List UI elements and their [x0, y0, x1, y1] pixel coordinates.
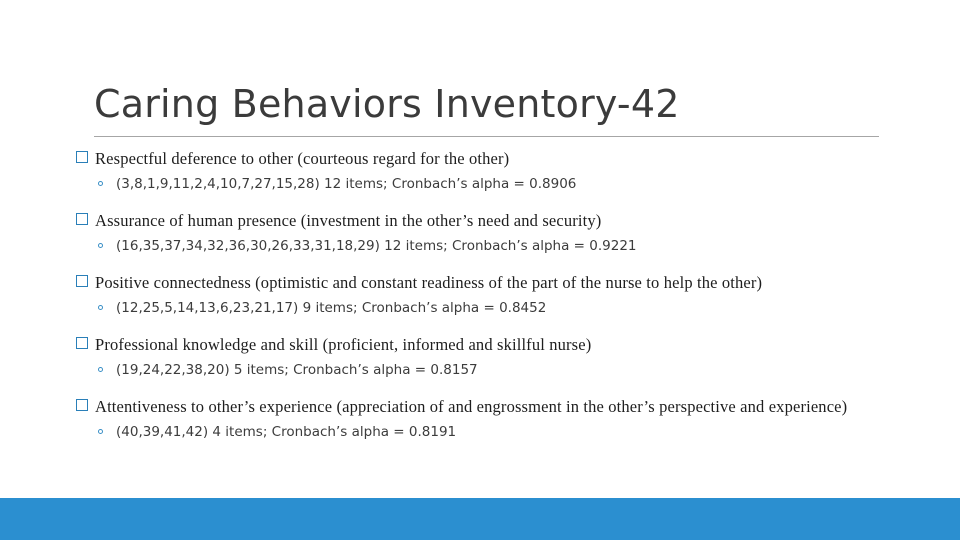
bullet-main: [76, 396, 896, 417]
checkbox-bullet-icon: [76, 275, 88, 287]
bullet-main: [76, 334, 896, 355]
title-divider: [94, 136, 879, 137]
bullet-text: Attentiveness to other’s experience (appreciation of and engrossment in the other’s perspective and experience): [95, 397, 848, 416]
slide-title: Caring Behaviors Inventory-42: [94, 82, 680, 126]
checkbox-bullet-icon: [76, 399, 88, 411]
bullet-main: [76, 210, 896, 231]
circle-bullet-icon: [98, 181, 103, 186]
bullet-sub: [76, 237, 896, 255]
list-item: [76, 272, 896, 317]
bullet-sub: [76, 423, 896, 441]
list-item: [76, 396, 896, 441]
bullet-detail: (19,24,22,38,20) 5 items; Cronbach’s alpha = 0.8157: [116, 362, 478, 378]
bullet-detail: (40,39,41,42) 4 items; Cronbach’s alpha = 0.8191: [116, 424, 457, 440]
bullet-list: [76, 148, 896, 441]
bullet-detail: (16,35,37,34,32,36,30,26,33,31,18,29) 12 items; Cronbach’s alpha = 0.9221: [116, 238, 637, 254]
list-item: [76, 148, 896, 193]
bullet-detail: (3,8,1,9,11,2,4,10,7,27,15,28) 12 items; Cronbach’s alpha = 0.8906: [116, 176, 577, 192]
bullet-text: Respectful deference to other (courteous regard for the other): [95, 149, 510, 168]
bullet-text: Positive connectedness (optimistic and constant readiness of the part of the nurse to help the other): [95, 273, 763, 292]
bullet-sub: [76, 361, 896, 379]
checkbox-bullet-icon: [76, 151, 88, 163]
bullet-main: [76, 148, 896, 169]
checkbox-bullet-icon: [76, 213, 88, 225]
bullet-text: Assurance of human presence (investment in the other’s need and security): [95, 211, 602, 230]
list-item: [76, 334, 896, 379]
bullet-text: Professional knowledge and skill (proficient, informed and skillful nurse): [95, 335, 592, 354]
footer-accent-bar: [0, 498, 960, 540]
bullet-main: [76, 272, 896, 293]
checkbox-bullet-icon: [76, 337, 88, 349]
circle-bullet-icon: [98, 243, 103, 248]
list-item: [76, 210, 896, 255]
bullet-sub: [76, 299, 896, 317]
bullet-sub: [76, 175, 896, 193]
circle-bullet-icon: [98, 429, 103, 434]
bullet-detail: (12,25,5,14,13,6,23,21,17) 9 items; Cronbach’s alpha = 0.8452: [116, 300, 547, 316]
circle-bullet-icon: [98, 367, 103, 372]
circle-bullet-icon: [98, 305, 103, 310]
